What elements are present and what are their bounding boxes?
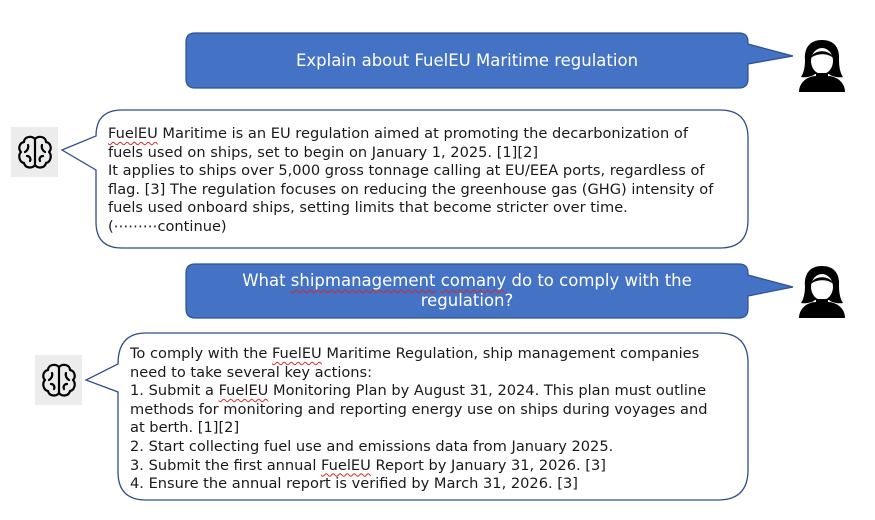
user-avatar-icon bbox=[796, 262, 848, 318]
assistant-message-1-line: flag. [3] The regulation focuses on reducing the greenhouse gas (GHG) intensity of bbox=[108, 180, 714, 198]
user-message-1-text: Explain about FuelEU Maritime regulation bbox=[295, 50, 639, 70]
user-avatar-icon bbox=[796, 36, 848, 92]
user-message-2-line: What shipmanagement comany do to comply with the bbox=[242, 271, 692, 290]
assistant-message-2 bbox=[130, 345, 707, 494]
spellcheck-word: shipmanagement bbox=[290, 271, 436, 290]
assistant-message-1 bbox=[108, 125, 713, 237]
spellcheck-word: FuelEU bbox=[218, 382, 269, 400]
assistant-message-2-line: To comply with the FuelEU Maritime Regulation, ship management companies bbox=[130, 345, 700, 362]
user-message-2 bbox=[186, 264, 748, 318]
user-message-2-line: regulation? bbox=[420, 291, 514, 310]
brain-icon bbox=[40, 362, 78, 398]
assistant-avatar bbox=[11, 127, 58, 177]
assistant-message-2-line: methods for monitoring and reporting energy use on ships during voyages and bbox=[130, 400, 708, 418]
assistant-message-1-line: fuels used onboard ships, setting limits that become stricter over time. bbox=[108, 199, 628, 217]
assistant-message-2-line: need to take several key actions: bbox=[130, 363, 373, 381]
assistant-message-1-line: FuelEU Maritime is an EU regulation aimed at promoting the decarbonization of bbox=[108, 125, 688, 142]
assistant-message-2-line: 4. Ensure the annual report is verified by March 31, 2026. [3] bbox=[130, 475, 578, 493]
assistant-message-1-line: fuels used on ships, set to begin on January 1, 2025. [1][2] bbox=[108, 143, 539, 161]
spellcheck-word: FuelEU bbox=[321, 456, 371, 474]
spellcheck-word: FuelEU bbox=[108, 125, 158, 142]
assistant-avatar bbox=[35, 355, 82, 405]
spellcheck-word: FuelEU bbox=[271, 345, 322, 362]
assistant-message-1-line: It applies to ships over 5,000 gross tonnage calling at EU/EEA ports, regardless of bbox=[108, 162, 705, 180]
assistant-message-1-line: (⋯⋯⋯continue) bbox=[108, 217, 227, 235]
assistant-message-2-line: 2. Start collecting fuel use and emissions data from January 2025. bbox=[130, 437, 614, 455]
assistant-message-2-line: 3. Submit the first annual FuelEU Report by January 31, 2026. [3] bbox=[130, 456, 606, 474]
assistant-message-2-line: 1. Submit a FuelEU Monitoring Plan by August 31, 2024. This plan must outline bbox=[130, 382, 707, 400]
spellcheck-word: comany bbox=[440, 271, 507, 290]
assistant-message-2-line: at berth. [1][2] bbox=[130, 419, 240, 437]
brain-icon bbox=[16, 134, 54, 170]
user-message-1 bbox=[186, 33, 748, 88]
